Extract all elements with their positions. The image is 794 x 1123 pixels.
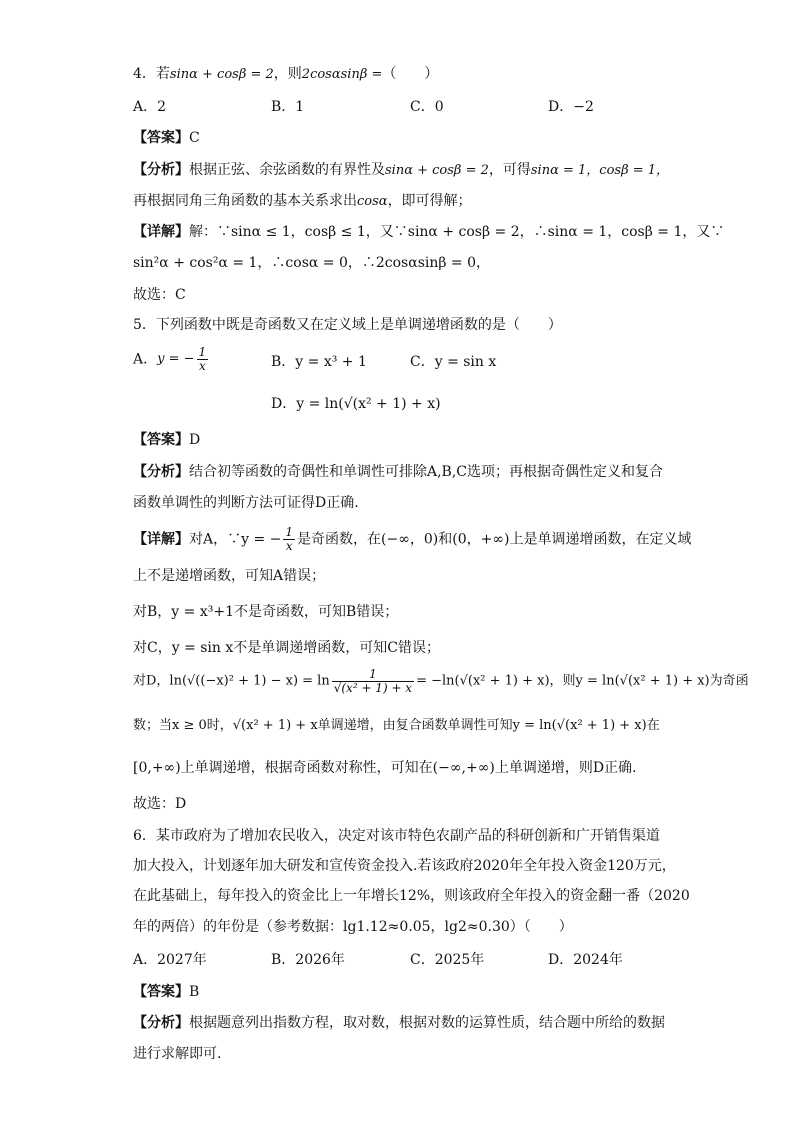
answer-label: 【答案】 xyxy=(133,984,189,1000)
q4-analysis-line2 xyxy=(133,191,674,212)
answer-value: D xyxy=(189,432,201,448)
q5-option-a xyxy=(133,346,210,380)
analysis-label: 【分析】 xyxy=(133,464,189,480)
q4-analysis-line1 xyxy=(133,160,674,181)
q5-option-d: D．y = ln(√(x² + 1) + x) xyxy=(271,396,441,412)
q4-answer xyxy=(133,128,674,148)
q5-detail-line1 xyxy=(133,525,692,556)
q4-stem-math: sinα + cosβ = 2 xyxy=(169,67,274,82)
q5-detail-line5 xyxy=(133,667,749,704)
fraction-numerator: 1 xyxy=(332,668,414,682)
q4-stem-end: （ ） xyxy=(382,66,439,82)
q6-stem-line2: 加大投入，计划逐年加大研发和宣传资金投入.若该政府2020年全年投入资金120万元， xyxy=(133,858,676,874)
q4-stem-mid: ，则 xyxy=(273,66,302,82)
q6-stem-line3: 在此基础上，每年投入的资金比上一年增长12%，则该政府全年投入的资金翻一番（2020 xyxy=(133,888,690,904)
q4-detail-text1: 解：∵sinα ≤ 1，cosβ ≤ 1，又∵sinα + cosβ = 2，∴sinα = 1，cosβ = 1，又∵ xyxy=(189,224,725,240)
q5-answer xyxy=(133,430,674,450)
q6-option-d: D．2024年 xyxy=(548,952,623,968)
q4-option-c: C．0 xyxy=(410,99,444,115)
q6-stem-line1: 6．某市政府为了增加农民收入，决定对该市特色农副产品的科研创新和广开销售渠道 xyxy=(133,828,660,844)
q5-option-a-prefix: A． xyxy=(133,351,158,368)
q5-option-b: B．y = x³ + 1 xyxy=(271,354,367,370)
answer-value: B xyxy=(189,984,200,1000)
answer-label: 【答案】 xyxy=(133,130,189,146)
q4-option-a: A．2 xyxy=(133,99,167,115)
q5-detail5-fraction xyxy=(332,668,414,695)
analysis-label: 【分析】 xyxy=(133,162,189,178)
q6-stem-line4: 年的两倍）的年份是（参考数据：lg1.12≈0.05，lg2≈0.30）（ ） xyxy=(133,919,573,935)
q6-analysis-text1: 根据题意列出指数方程，取对数，根据对数的运算性质，结合题中所给的数据 xyxy=(189,1015,665,1031)
q5-analysis-line1 xyxy=(133,462,674,482)
fraction-numerator: 1 xyxy=(198,345,207,359)
q4-detail-line2: sin²α + cos²α = 1，∴cosα = 0，∴2cosαsinβ = 0， xyxy=(133,255,491,271)
detail-label: 【详解】 xyxy=(133,531,189,548)
q4-analysis2-math: cosα xyxy=(357,194,388,209)
detail-label: 【详解】 xyxy=(133,224,189,240)
fraction-denominator: x xyxy=(198,359,206,373)
q5-detail-line3: 对B，y = x³+1不是奇函数，可知B错误； xyxy=(133,604,399,620)
q6-analysis-line2: 进行求解即可. xyxy=(133,1046,222,1062)
q6-answer xyxy=(133,982,674,1002)
answer-value: C xyxy=(189,130,200,146)
q4-analysis2-text-b: ，即可得解； xyxy=(387,193,472,209)
q4-option-b: B．1 xyxy=(271,99,305,115)
q5-analysis-text1: 结合初等函数的奇偶性和单调性可排除A,B,C选项；再根据奇偶性定义和复合 xyxy=(189,464,664,480)
q5-detail-text-a: 对A，∵y = − xyxy=(189,531,282,548)
q5-option-a-y: y = − xyxy=(157,351,195,367)
q4-stem-text: 4．若 xyxy=(133,66,170,82)
q5-detail5-text-a: 对D，ln(√((−x)² + 1) − x) = ln xyxy=(133,673,330,689)
q4-stem-math2: 2cosαsinβ = xyxy=(301,67,383,82)
q5-detail-line7: [0,+∞)上单调递增，根据奇函数对称性，可知在(−∞,+∞)上单调递增，则D正确. xyxy=(133,760,637,776)
q4-detail-line1 xyxy=(133,222,725,242)
q4-option-d: D．−2 xyxy=(548,99,594,115)
q4-analysis-math2: sinα = 1，cosβ = 1， xyxy=(530,163,670,178)
q5-detail-line6: 数；当x ≥ 0时，√(x² + 1) + x单调递增，由复合函数单调性可知y = ln(√(x² + 1) + x)在 xyxy=(133,718,660,733)
fraction-numerator: 1 xyxy=(285,525,294,539)
q4-stem xyxy=(133,64,674,85)
q4-analysis-text-b: ，可得 xyxy=(488,162,531,178)
q5-detail-line4: 对C，y = sin x不是单调递增函数，可知C错误； xyxy=(133,640,440,656)
q4-conclusion: 故选：C xyxy=(133,287,186,303)
q5-stem: 5．下列函数中既是奇函数又在定义域上是单调递增函数的是（ ） xyxy=(133,317,562,333)
q4-analysis-text-a: 根据正弦、余弦函数的有界性及 xyxy=(189,162,385,178)
q5-option-c: C．y = sin x xyxy=(410,354,497,370)
q4-analysis2-text-a: 再根据同角三角函数的基本关系求出 xyxy=(133,193,357,209)
q6-option-b: B．2026年 xyxy=(271,952,345,968)
q5-detail-line2: 上不是递增函数，可知A错误； xyxy=(133,568,326,584)
q6-option-a: A．2027年 xyxy=(133,952,207,968)
fraction-denominator: x xyxy=(285,539,293,553)
analysis-label: 【分析】 xyxy=(133,1015,189,1031)
q6-option-c: C．2025年 xyxy=(410,952,485,968)
q5-detail-text-b: 是奇函数，在(−∞，0)和(0，+∞)上是单调递增函数，在定义域 xyxy=(297,531,692,548)
q5-detail5-text-b: = −ln(√(x² + 1) + x)，则y = ln(√(x² + 1) + x)为奇函 xyxy=(416,673,749,689)
q5-conclusion: 故选：D xyxy=(133,796,187,812)
q5-detail-fraction xyxy=(283,526,295,553)
fraction-denominator: √(x² + 1) + x xyxy=(333,681,413,695)
q5-analysis-line2: 函数单调性的判断方法可证得D正确. xyxy=(133,495,359,511)
q6-analysis-line1 xyxy=(133,1013,674,1033)
answer-label: 【答案】 xyxy=(133,432,189,448)
q4-analysis-math: sinα + cosβ = 2 xyxy=(385,163,489,178)
q5-option-a-fraction xyxy=(197,346,209,373)
